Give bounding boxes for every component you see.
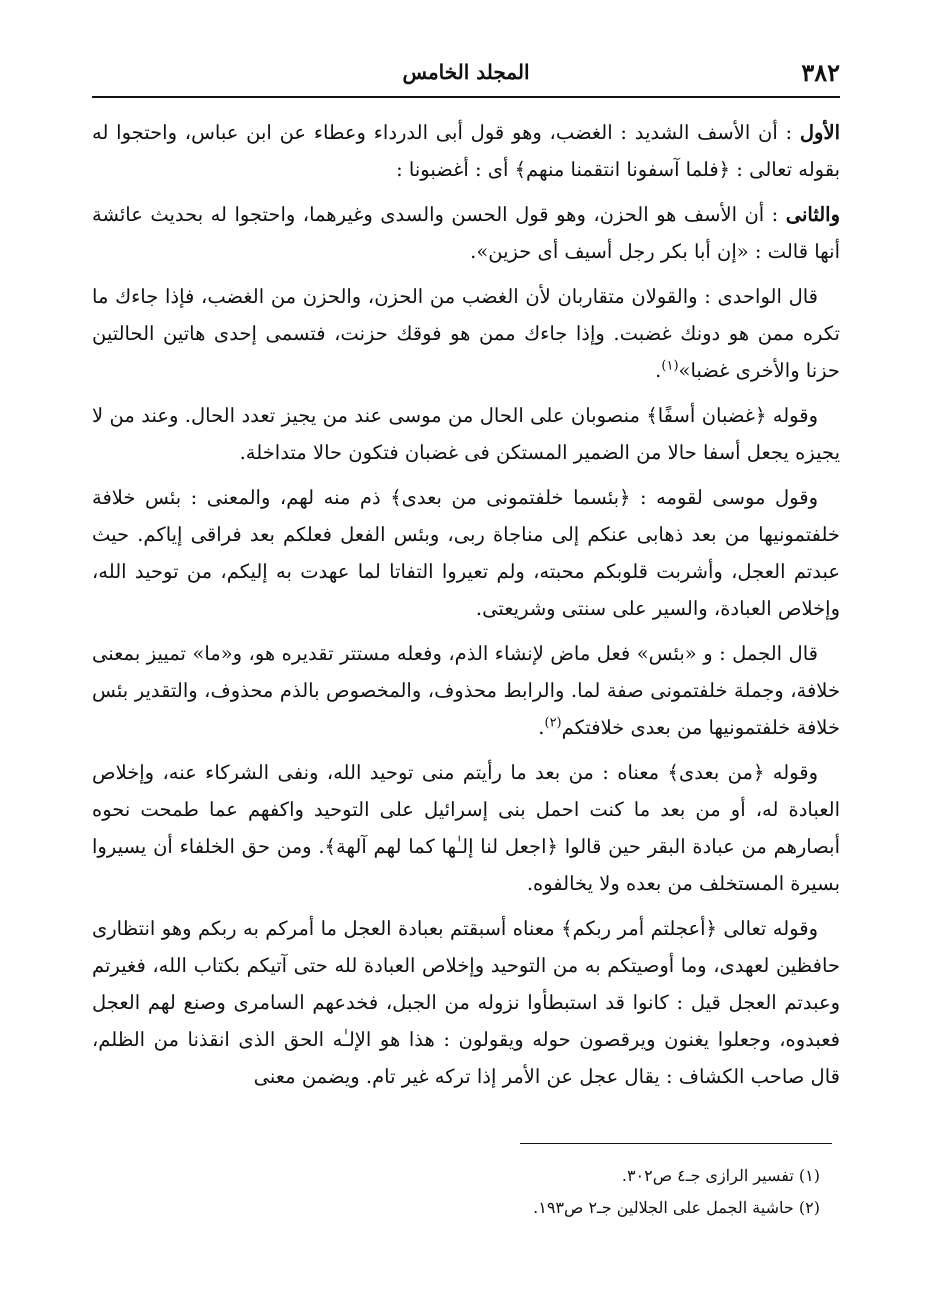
paragraph-lead: الأول — [799, 121, 841, 144]
paragraph-text: قال الواحدى : والقولان متقاربان لأن الغضب من الحزن، والحزن من الغضب، فإذا جاءك ما تكره ممن هو دونك غضبت. وإذا جاءك ممن هو فوقك حزنت، فتسمى إحدى هاتين الحالتين حزنا والأخرى غضبا» — [92, 285, 840, 382]
paragraph-text: : أن الأسف هو الحزن، وهو قول الحسن والسدى وغيرهما، واحتجوا له بحديث عائشة أنها قالت : «إن أبا بكر رجل أسيف أى حزين». — [92, 203, 840, 263]
page-number: ٣٨٢ — [801, 58, 840, 87]
paragraph — [92, 635, 840, 746]
paragraph — [92, 278, 840, 389]
footnote-divider — [520, 1143, 832, 1144]
paragraph-text: قال الجمل : و «بئس» فعل ماض لإنشاء الذم، وفعله مستتر تقديره هو، و«ما» تمييز بمعنى خلافة، وجملة خلفتمونى صفة لما. والرابط محذوف، والمخصوص بالذم محذوف، والتقدير بئس خلافة خلفتمونيها من بعدى خلافتكم — [92, 642, 840, 739]
footnotes — [300, 1160, 820, 1224]
paragraph-lead: والثانى — [785, 203, 840, 226]
footnote-ref[interactable]: (٢) — [544, 715, 562, 731]
paragraph — [92, 479, 840, 627]
paragraph-end: . — [655, 359, 662, 382]
page-header — [92, 52, 840, 98]
footnote-ref[interactable]: (١) — [661, 358, 679, 374]
paragraph-text: وقوله تعالى ﴿أعجلتم أمر ربكم﴾ معناه أسبقتم بعبادة العجل ما أمركم به ربكم وهو انتظارى حافظين لعهدى، وما أوصيتكم به من التوحيد وإخلاص العبادة لله حتى آتيكم بكتاب الله، فغيرتم وعبدتم العجل قيل : كانوا قد استبطأوا نزوله من الجبل، فخدعهم السامرى وصنع لهم العجل فعبدوه، وجعلوا يغنون ويرقصون حوله ويقولون : هذا هو الإلـٰه الحق الذى انقذنا من الظلم، قال صاحب الكشاف : يقال عجل عن الأمر إذا تركه غير تام. ويضمن معنى — [92, 917, 840, 1088]
paragraph — [92, 910, 840, 1095]
paragraph-text: وقوله ﴿من بعدى﴾ معناه : من بعد ما رأيتم منى توحيد الله، ونفى الشركاء عنه، وإخلاص العبادة له، أو من بعد ما كنت احمل بنى إسرائيل على التوحيد واكفهم عما طمحت نحوه أبصارهم من عبادة البقر حين قالوا ﴿اجعل لنا إلـٰها كما لهم آلهة﴾. ومن حق الخلفاء أن يسيروا بسيرة المستخلف من بعده ولا يخالفوه. — [92, 761, 840, 895]
running-title: المجلد الخامس — [402, 60, 530, 84]
paragraph — [92, 114, 840, 188]
paragraph — [92, 754, 840, 902]
paragraph-end: . — [538, 716, 545, 739]
paragraph — [92, 196, 840, 270]
footnote: (٢) حاشية الجمل على الجلالين جـ٢ ص١٩٣. — [533, 1198, 820, 1217]
paragraph-text: وقوله ﴿غضبان أسفًا﴾ منصوبان على الحال من موسى عند من يجيز تعدد الحال. وعند من لا يجيزه يجعل أسفا حالا من الضمير المستكن فى غضبان فتكون حالا متداخلة. — [92, 404, 840, 464]
paragraph — [92, 397, 840, 471]
paragraph-text: : أن الأسف الشديد : الغضب، وهو قول أبى الدرداء وعطاء عن ابن عباس، واحتجوا له بقوله تعالى : ﴿فلما آسفونا انتقمنا منهم﴾ أى : أغضبونا : — [92, 121, 840, 181]
footnote: (١) تفسير الرازى جـ٤ ص٣٠٢. — [621, 1166, 820, 1185]
body-text — [92, 114, 840, 1103]
paragraph-text: وقول موسى لقومه : ﴿بئسما خلفتمونى من بعدى﴾ ذم منه لهم، والمعنى : بئس خلافة خلفتمونيها من بعد ذهابى عنكم إلى مناجاة ربى، وبئس الفعل فعلكم بعد فراقى إياكم. حيث عبدتم العجل، وأشربت قلوبكم محبته، ولم تعيروا التفاتا لما عهدت به إليكم، من توحيد الله، وإخلاص العبادة، والسير على سنتى وشريعتى. — [92, 486, 840, 620]
